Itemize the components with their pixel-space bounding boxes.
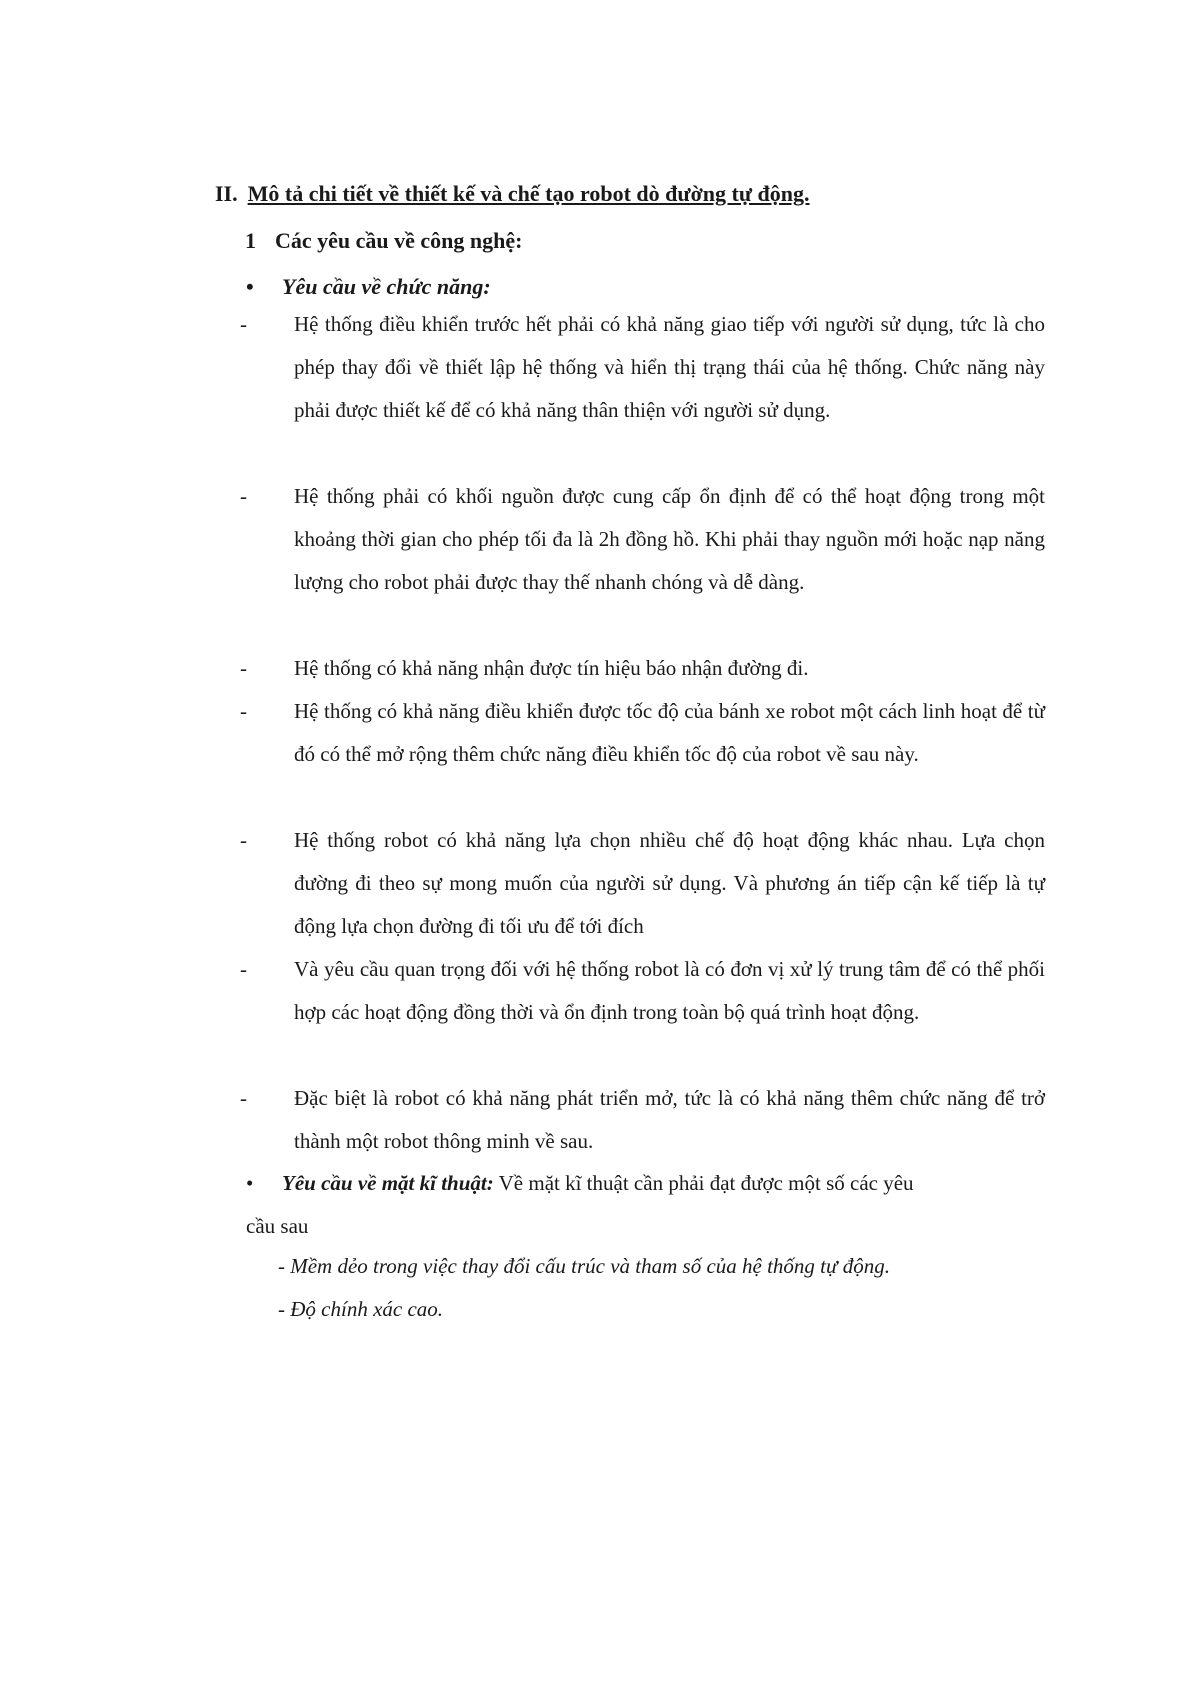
technical-requirements-continuation: cầu sau <box>246 1214 309 1238</box>
list-item <box>240 1077 1045 1163</box>
list-item-text: Hệ thống phải có khối nguồn được cung cấp ổn định để có thể hoạt động trong một khoảng thời gian cho phép tối đa là 2h đồng hồ. Khi phải thay nguồn mới hoặc nạp năng lượng cho robot phải được thay thế nhanh chóng và dễ dàng. <box>294 484 1045 594</box>
dash-marker: - <box>240 699 247 723</box>
bullet-icon: • <box>246 274 254 299</box>
dash-marker: - <box>240 1086 247 1110</box>
technical-item: - Mềm dẻo trong việc thay đổi cấu trúc và tham số của hệ thống tự động. <box>278 1254 890 1278</box>
list-item-text: Và yêu cầu quan trọng đối với hệ thống robot là có đơn vị xử lý trung tâm để có thể phối hợp các hoạt động đồng thời và ổn định trong toàn bộ quá trình hoạt động. <box>294 957 1045 1024</box>
functional-requirements-label: Yêu cầu về chức năng: <box>282 274 491 299</box>
dash-marker: - <box>240 828 247 852</box>
list-item-text: Hệ thống robot có khả năng lựa chọn nhiều chế độ hoạt động khác nhau. Lựa chọn đường đi theo sự mong muốn của người sử dụng. Và phương án tiếp cận kế tiếp là tự động lựa chọn đường đi tối ưu để tới đích <box>294 828 1045 938</box>
list-item <box>240 475 1045 604</box>
dash-marker: - <box>240 312 247 336</box>
list-item <box>240 690 1045 776</box>
technical-requirements-text: Về mặt kĩ thuật cần phải đạt được một số các yêu <box>493 1171 914 1195</box>
list-item-text: Đặc biệt là robot có khả năng phát triển mở, tức là có khả năng thêm chức năng để trở thành một robot thông minh về sau. <box>294 1086 1045 1153</box>
dash-marker: - <box>240 484 247 508</box>
list-item <box>240 303 1045 432</box>
bullet-icon: • <box>246 1171 254 1195</box>
section-number: II. <box>215 181 238 206</box>
list-item-text: Hệ thống có khả năng nhận được tín hiệu báo nhận đường đi. <box>294 656 809 680</box>
technical-requirements-label: Yêu cầu về mặt kĩ thuật: <box>282 1171 494 1195</box>
subsection-heading <box>245 228 522 254</box>
technical-item: - Độ chính xác cao. <box>278 1297 444 1321</box>
functional-requirements-heading <box>246 274 491 300</box>
section-heading <box>215 181 810 207</box>
list-item-text: Hệ thống có khả năng điều khiển được tốc độ của bánh xe robot một cách linh hoạt để từ đó có thể mở rộng thêm chức năng điều khiển tốc độ của robot về sau này. <box>294 699 1045 766</box>
technical-requirements-paragraph <box>246 1162 1036 1205</box>
dash-marker: - <box>240 957 247 981</box>
dash-marker: - <box>240 656 247 680</box>
section-title: Mô tả chi tiết về thiết kế và chế tạo robot dò đường tự động. <box>247 181 810 206</box>
subsection-title: Các yêu cầu về công nghệ: <box>275 228 523 253</box>
list-item <box>240 647 1045 690</box>
list-item <box>240 948 1045 1034</box>
list-item-text: Hệ thống điều khiển trước hết phải có khả năng giao tiếp với người sử dụng, tức là cho phép thay đổi về thiết lập hệ thống và hiển thị trạng thái của hệ thống. Chức năng này phải được thiết kế để có khả năng thân thiện với người sử dụng. <box>294 312 1045 422</box>
subsection-number: 1 <box>245 228 256 253</box>
list-item <box>240 819 1045 948</box>
